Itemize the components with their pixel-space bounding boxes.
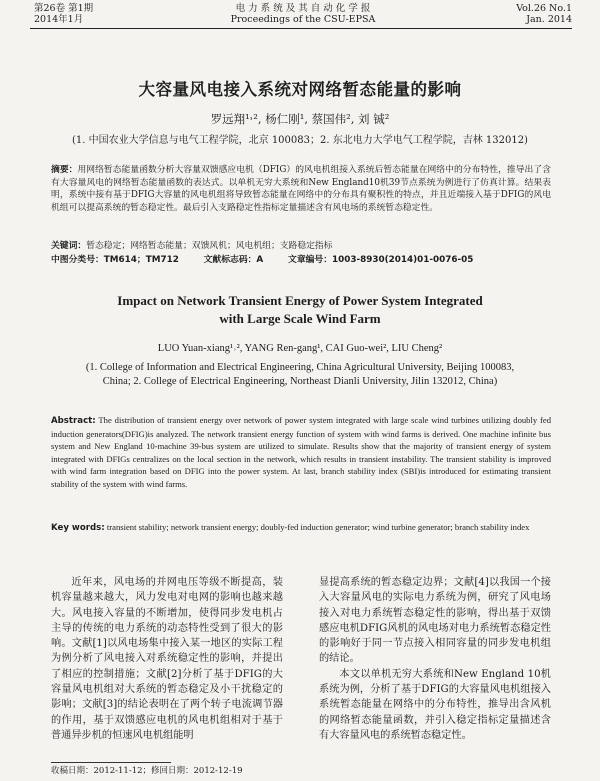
header-date-en: Jan. 2014 [526,14,572,25]
keywords-en-text: transient stability; network transient energy; doubly-fed induction generator; wind turbine generator; branch stability index [106,522,530,532]
header-journal [34,3,572,25]
footnote-rule [51,762,171,763]
keywords-en [51,521,551,534]
classification-line [51,254,551,266]
title-en-line1: Impact on Network Transient Energy of Power System Integrated [117,293,483,308]
keywords-cn [51,240,551,252]
authors-en: LUO Yuan-xiang¹˒², YANG Ren-gang¹, CAI Guo-wei², LIU Cheng² [157,343,443,354]
abstract-cn [51,164,551,214]
title-en [0,292,600,328]
abstract-en [51,414,551,491]
header-journal-en: Proceedings of the CSU-EPSA [230,14,376,25]
header-volume: 第26卷 第1期 [34,3,94,14]
received-date-footnote: 收稿日期：2012-11-12；修回日期：2012-12-19 [51,766,243,776]
keywords-en-label: Key words: [51,523,105,533]
abstract-cn-text: 用网络暂态能量函数分析大容量双馈感应电机（DFIG）的风电机组接入系统后暂态能量在网络中的分布特性，推导出了含有大容量风电的网络暂态能量函数的表达式。以单机无穷大系统和New England10机39节点系统为例进行了仿真计算。结果表明，系统中接有基于DFIG大容量的风电机组将导致暂态能量在网络中的分布具有聚积性的特点，并且近端接入基于DFIG的风电机组可以提高系统的暂态稳定性。最后引入支路稳定性指标定量描述含有风电场的系统暂态稳定性。 [51,165,551,213]
authors-cn: 罗远翔¹˒², 杨仁刚¹, 蔡国伟², 刘 铖² [210,112,390,126]
body-paragraph: 显提高系统的暂态稳定边界；文献[4]以我国一个接入大容量风电的实际电力系统为例，研究了风电场接入对电力系统暂态稳定性的影响，得出基于双馈感应电机DFIG风机的风电场对电力系统暂态稳定性的影响好于同一节点接入相同容量的同步发电机组的结论。 [319,577,551,665]
article-id: 文章编号：1003-8930(2014)01-0076-05 [288,255,474,265]
header-rule [30,28,572,29]
header-journal-cn: 电 力 系 统 及 其 自 动 化 学 报 [235,3,371,14]
body-paragraph: 近年来，风电场的并网电压等级不断提高，装机容量越来越大，风力发电对电网的影响也越来越大。风电接入容量的不断增加，使得同步发电机占主导的传统的电力系统的动态特性受到了很大的影响。文献[1]以风电场集中接入某一地区的实际工程为例分析了风电接入对系统稳定性的影响，并提出了相应的控制措施；文献[2]分析了基于DFIG的大容量风电机组对大系统的暂态稳定及小干扰稳定的影响；文献[3]的结论表明在了两个转子电流调节器的作用，基于双馈感应电机的风电机组相对于基于普通异步机的恒速风电机组能明 [51,577,283,741]
document-code: 文献标志码：A [203,255,264,265]
abstract-en-text: The distribution of transient energy over network of power system integrated with large scale wind turbines utilizing doubly fed induction generators(DFIG)is analyzed. The network transient energy function of system with wind farms is derived. One machine infinite bus system and New England 10-machine 39-bus system are utilized to simulate. Results show that the majority of transient energy of system integrated with DFIGs centralizes on the local section in the network, which results in transient instability. The transient stability is improved with wind farm integration based on DFIG into the power system. At last, branch stability index (SBI)is introduced for estimating transient stability of the system with wind farms. [51,415,551,489]
body-column-right [319,575,551,743]
running-header [34,3,572,31]
keywords-cn-label: 关键词： [51,241,87,251]
clc-number: 中图分类号：TM614；TM712 [51,255,179,265]
header-date-cn: 2014年1月 [34,14,84,25]
abstract-en-label: Abstract: [51,416,96,426]
header-vol-no: Vol.26 No.1 [516,3,572,14]
header-vol-en [516,3,572,25]
body-paragraph: 本文以单机无穷大系统和New England 10机系统为例，分析了基于DFIG的大容量风电机组接入系统暂态能量在网络中的分布特性，推导出含风机的网络暂态能量函数，并引入稳定指标定量描述含有大容量风电的系统暂态稳定性。 [319,668,551,741]
affiliation-en: (1. College of Information and Electrical Engineering, China Agricultural University, Beijing 100083, China; 2. College of Electrical Engineering, Northeast Dianli University, Jilin 132012, China) [85,362,515,387]
abstract-cn-label: 摘要： [51,165,78,175]
keywords-cn-text: 暂态稳定；网络暂态能量；双馈风机；风电机组；支路稳定指标 [86,241,333,251]
title-en-line2: with Large Scale Wind Farm [219,311,381,326]
body-column-left [51,575,283,743]
title-cn: 大容量风电接入系统对网络暂态能量的影响 [138,80,462,99]
affiliation-cn: (1. 中国农业大学信息与电气工程学院，北京 100083；2. 东北电力大学电气工程学院，吉林 132012) [72,135,528,146]
